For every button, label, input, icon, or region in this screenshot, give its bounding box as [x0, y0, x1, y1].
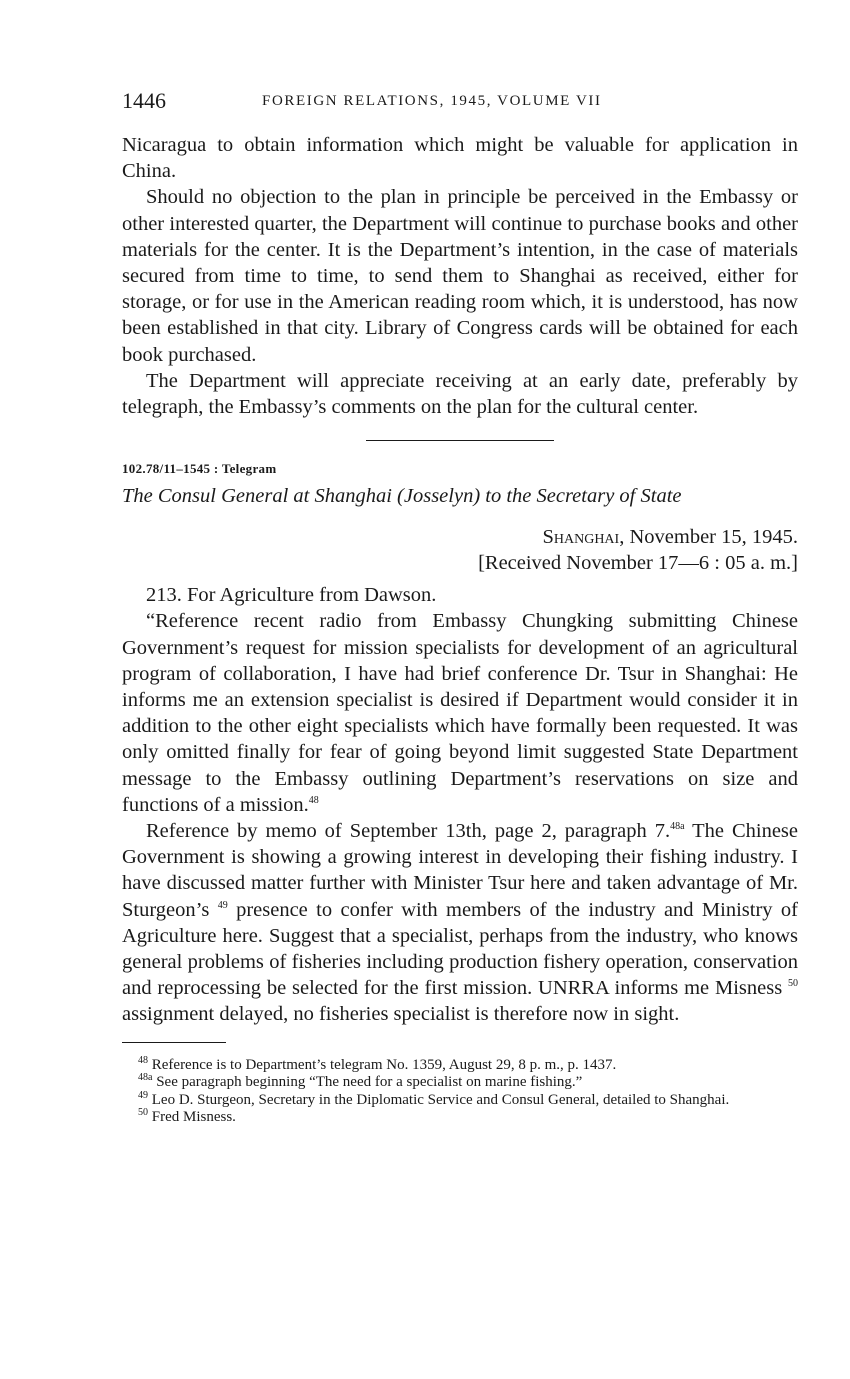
page [122, 88, 798, 1127]
section-divider [366, 440, 554, 441]
file-reference: 102.78/11–1545 : Telegram [122, 461, 277, 477]
telegram-paragraph-2 [122, 818, 798, 1028]
page-number: 1446 [122, 88, 166, 113]
footnote-50 [122, 1109, 798, 1127]
heading-name: Josselyn [403, 485, 474, 508]
footnote-text: Reference is to Department’s telegram No. 1359, August 29, 8 p. m., p. 1437. [148, 1056, 617, 1073]
received-line: [Received November 17—6 : 05 a. m.] [478, 552, 798, 575]
footnote-ref-48: 48 [308, 795, 319, 807]
footnote-ref-48a: 48a [670, 821, 685, 833]
telegram-paragraph-1 [122, 608, 798, 818]
body-paragraph-2: The Department will appreciate receiving at an early date, preferably by telegraph, the Embassy’s comments on the plan for the cultural center. [122, 369, 798, 419]
date-text: November 15, 1945. [624, 526, 798, 549]
telegram-paragraph-1-text: “Reference recent radio from Embassy Chungking submitting Chinese Government’s request for mission specialists for development of an agricultural program of collaboration, I have had brief conference Dr. Tsur in Shanghai: He informs me an extension specialist is desired if Department would consider it in addition to the other eight specialists which have formally been requested. It was only omitted finally for fear of going beyond limit suggested State Department message to the Embassy outlining Department’s reservations on size and functions of a mission. [122, 610, 798, 816]
telegram-number-line: 213. For Agriculture from Dawson. [146, 584, 437, 607]
footnote-mark: 50 [138, 1107, 148, 1119]
footnote-ref-49: 49 [217, 899, 228, 911]
page-header [122, 88, 798, 118]
continuation-paragraph: Nicaragua to obtain information which might be valuable for application in China. [122, 134, 798, 183]
footnote-text: See paragraph beginning “The need for a specialist on marine fishing.” [152, 1074, 583, 1091]
footnote-mark: 48a [138, 1072, 153, 1084]
telegram-paragraph-2-part-d: assignment delayed, no fisheries specialist is therefore now in sight. [122, 1003, 680, 1026]
heading-suffix: ) to the Secretary of State [473, 485, 682, 508]
telegram-paragraph-2-part-c: presence to confer with members of the industry and Ministry of Agriculture here. Suggest that a specialist, perhaps from the industry, who knows general problems of fisheries including production fishery operation, conservation and reprocessing be selected for the first mission. UNRRA informs me Misness [122, 898, 798, 1000]
footnotes [122, 1054, 798, 1127]
footnote-48a [122, 1074, 798, 1092]
dateline [122, 524, 798, 576]
body-paragraph-1: Should no objection to the plan in principle be perceived in the Embassy or other interested quarter, the Department will continue to purchase books and other materials for the center. It is the Department’s intention, in the case of materials secured from time to time, to send them to Shanghai as received, either for storage, or for use in the American reading room which, it is understood, has now been established in that city. Library of Congress cards will be obtained for each book purchased. [122, 186, 798, 366]
footnote-rule [122, 1042, 226, 1043]
running-title: FOREIGN RELATIONS, 1945, VOLUME VII [262, 93, 602, 109]
footnote-text: Fred Misness. [148, 1109, 236, 1126]
document-heading [122, 485, 798, 508]
footnote-text: Leo D. Sturgeon, Secretary in the Diplomatic Service and Consul General, detailed to Shanghai. [148, 1091, 730, 1108]
date-line [122, 524, 798, 550]
date-place: Shanghai, [542, 526, 625, 549]
footnote-mark: 49 [138, 1089, 148, 1101]
telegram-paragraph-2-part-a: Reference by memo of September 13th, page 2, paragraph 7. [146, 820, 671, 843]
footnote-48 [122, 1054, 798, 1075]
footnote-mark: 48 [138, 1054, 148, 1066]
footnote-49 [122, 1089, 798, 1110]
telegram-paragraph-2-part-b: The Chinese Government is showing a growing interest in developing their fishing industry. I have discussed matter further with Minister Tsur here and taken advantage of Mr. Sturgeon’s [122, 820, 798, 921]
footnote-ref-50: 50 [788, 978, 798, 990]
heading-prefix: The Consul General at Shanghai ( [122, 485, 404, 508]
